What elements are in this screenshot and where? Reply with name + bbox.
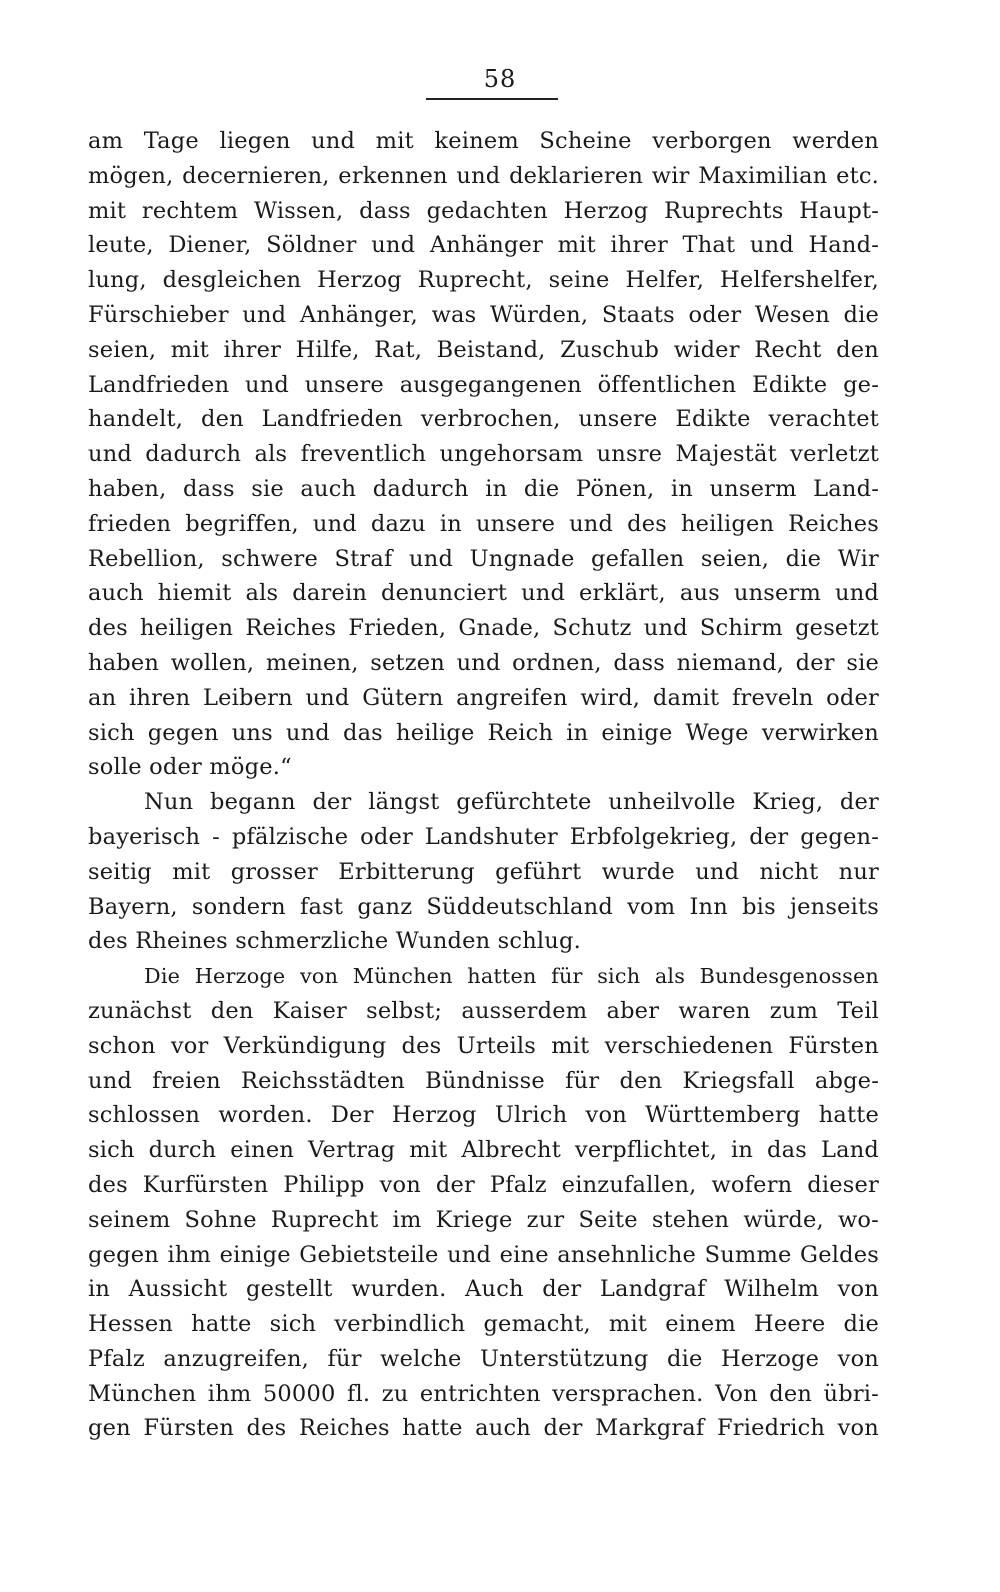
- text-line: an ihren Leibern und Gütern angreifen wird, damit freveln oder: [88, 684, 879, 711]
- text-line: bayerisch - pfälzische oder Landshuter Erbfolgekrieg, der gegen-: [88, 823, 879, 850]
- text-line: des Kurfürsten Philipp von der Pfalz einzufallen, wofern dieser: [88, 1171, 879, 1198]
- text-line: in Aussicht gestellt wurden. Auch der Landgraf Wilhelm von: [88, 1276, 879, 1303]
- text-line: Fürschieber und Anhänger, was Würden, Staats oder Wesen die: [88, 301, 879, 328]
- text-line: und dadurch als freventlich ungehorsam unsre Majestät verletzt: [88, 441, 879, 468]
- text-line: mit rechtem Wissen, dass gedachten Herzog Ruprechts Haupt-: [88, 197, 879, 224]
- text-line: sich durch einen Vertrag mit Albrecht verpflichtet, in das Land: [88, 1137, 879, 1164]
- paragraph-start-line: Nun begann der längst gefürchtete unheilvolle Krieg, der: [144, 789, 879, 816]
- text-line: am Tage liegen und mit keinem Scheine verborgen werden: [88, 128, 879, 154]
- text-line: seien, mit ihrer Hilfe, Rat, Beistand, Zuschub wider Recht den: [88, 336, 879, 363]
- text-line: Pfalz anzugreifen, für welche Unterstützung die Herzoge von: [88, 1345, 879, 1372]
- text-line: München ihm 50000 fl. zu entrichten versprachen. Von den übri-: [88, 1380, 879, 1407]
- text-line: Bayern, sondern fast ganz Süddeutschland vom Inn bis jenseits: [88, 893, 879, 920]
- paragraph-end-line: solle oder möge.“: [88, 754, 292, 781]
- text-line: seinem Sohne Ruprecht im Kriege zur Seite stehen würde, wo-: [88, 1206, 879, 1233]
- paragraph-end-line: des Rheines schmerzliche Wunden schlug.: [88, 928, 581, 955]
- text-line: haben wollen, meinen, setzen und ordnen, dass niemand, der sie: [88, 649, 879, 676]
- text-line: des heiligen Reiches Frieden, Gnade, Schutz und Schirm gesetzt: [88, 615, 879, 642]
- text-line: leute, Diener, Söldner und Anhänger mit ihrer That und Hand-: [88, 232, 879, 259]
- text-line: frieden begriffen, und dazu in unsere und des heiligen Reiches: [88, 510, 879, 537]
- header-rule: [426, 98, 558, 100]
- text-line: sich gegen uns und das heilige Reich in einige Wege verwirken: [88, 719, 879, 746]
- paragraph-start-line: Die Herzoge von München hatten für sich als Bundesgenossen: [144, 964, 879, 989]
- body-text: [88, 124, 879, 1446]
- text-line: Hessen hatte sich verbindlich gemacht, mit einem Heere die: [88, 1311, 879, 1338]
- text-line: haben, dass sie auch dadurch in die Pönen, in unserm Land-: [88, 475, 879, 502]
- text-line: gen Fürsten des Reiches hatte auch der Markgraf Friedrich von: [88, 1415, 879, 1442]
- text-line: Rebellion, schwere Straf und Ungnade gefallen seien, die Wir: [88, 545, 879, 572]
- text-line: Landfrieden und unsere ausgegangenen öffentlichen Edikte ge-: [88, 371, 879, 398]
- text-line: schlossen worden. Der Herzog Ulrich von Württemberg hatte: [88, 1102, 879, 1129]
- text-line: gegen ihm einige Gebietsteile und eine ansehnliche Summe Geldes: [88, 1241, 879, 1268]
- text-line: schon vor Verkündigung des Urteils mit verschiedenen Fürsten: [88, 1032, 879, 1059]
- text-line: mögen, decernieren, erkennen und deklarieren wir Maximilian etc.: [88, 162, 879, 189]
- text-line: und freien Reichsstädten Bündnisse für den Kriegsfall abge-: [88, 1067, 879, 1094]
- text-line: zunächst den Kaiser selbst; ausserdem aber waren zum Teil: [88, 997, 879, 1024]
- page-number: 58: [483, 65, 517, 93]
- text-line: lung, desgleichen Herzog Ruprecht, seine Helfer, Helfershelfer,: [88, 267, 879, 294]
- text-line: auch hiemit als darein denunciert und erklärt, aus unserm und: [88, 580, 879, 607]
- text-line: handelt, den Landfrieden verbrochen, unsere Edikte verachtet: [88, 406, 879, 433]
- text-line: seitig mit grosser Erbitterung geführt wurde und nicht nur: [88, 858, 879, 885]
